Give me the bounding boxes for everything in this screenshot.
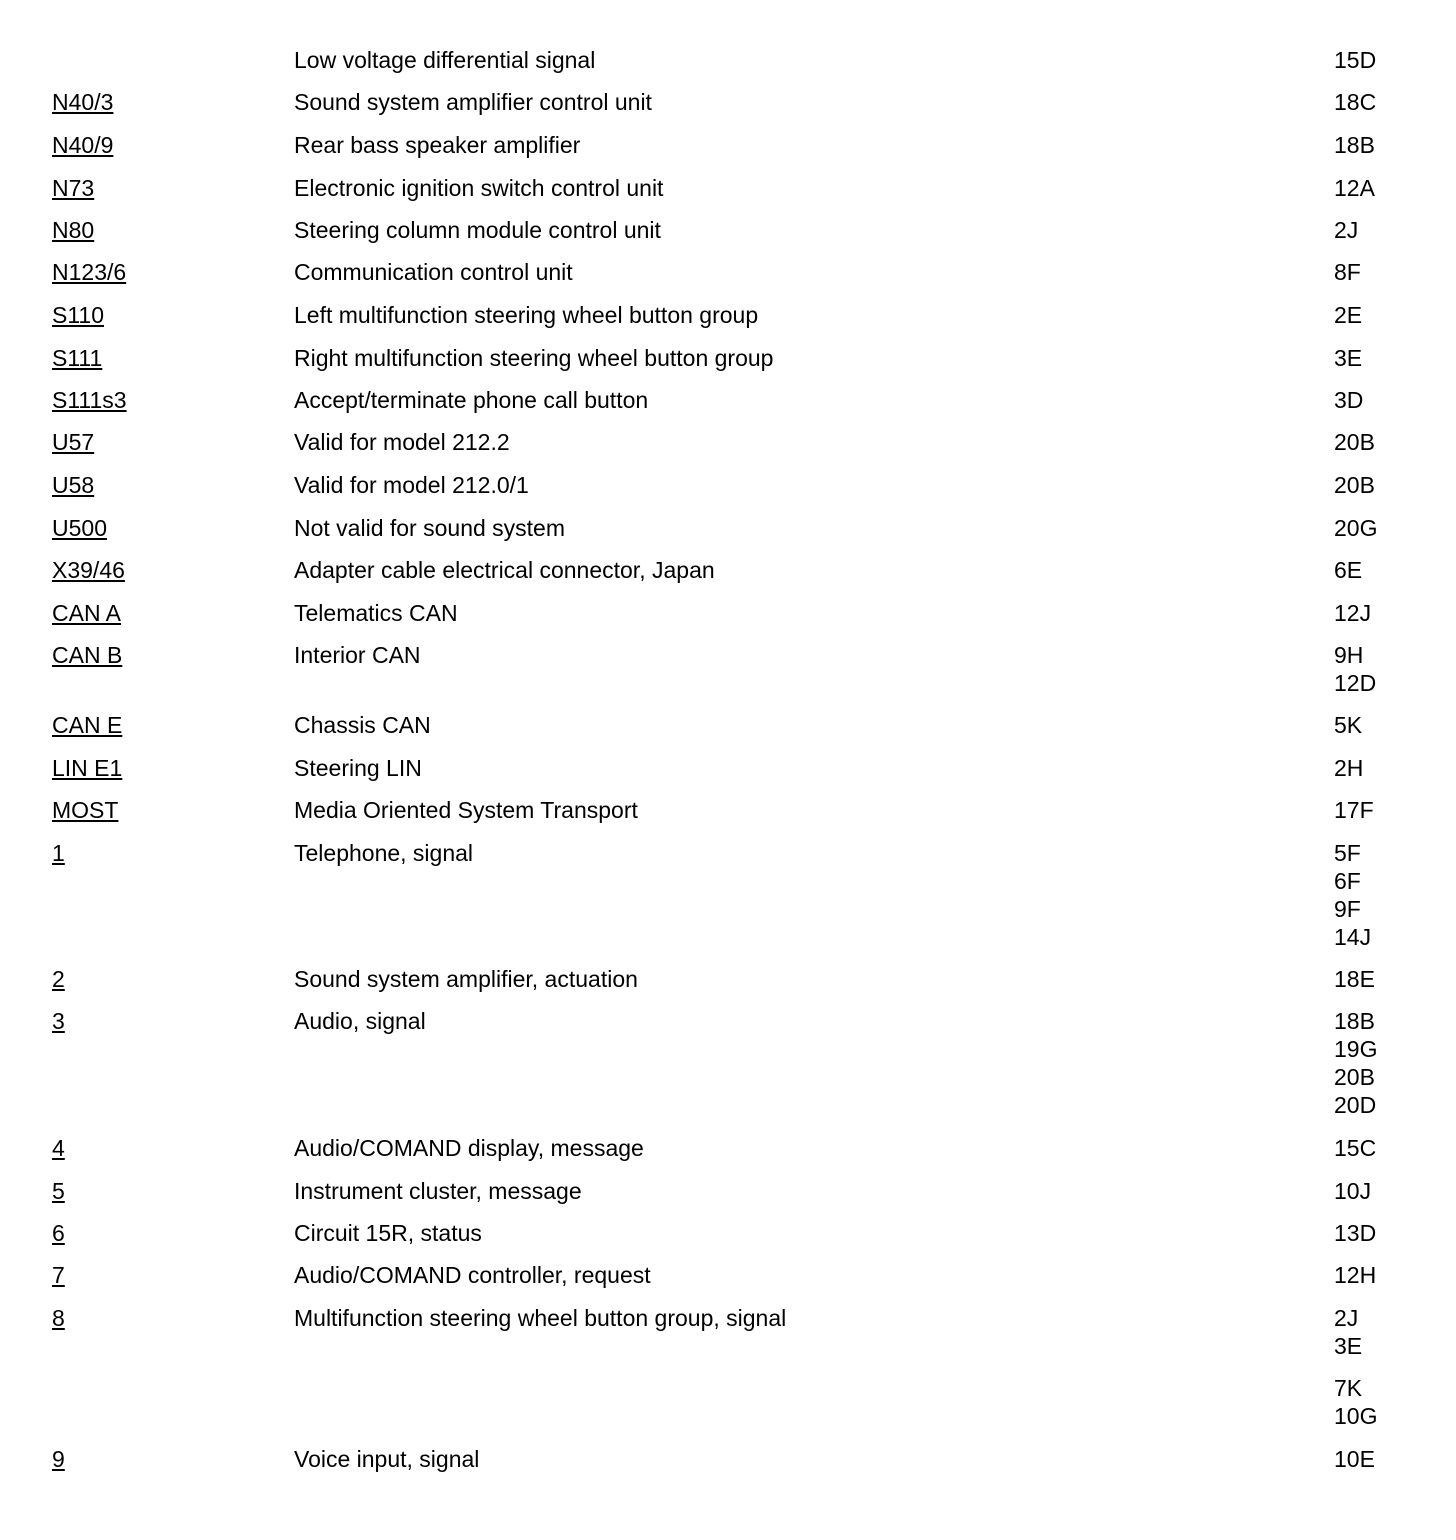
row-description: Communication control unit	[294, 259, 573, 285]
component-code-link[interactable]: U500	[52, 515, 107, 541]
row-references	[1334, 258, 1361, 286]
row-references	[1334, 386, 1363, 414]
row-description: Multifunction steering wheel button group, signal	[294, 1305, 787, 1331]
component-code-link[interactable]: CAN E	[52, 712, 123, 738]
row-description: Low voltage differential signal	[294, 47, 596, 73]
row-description: Electronic ignition switch control unit	[294, 175, 664, 201]
grid-reference-link[interactable]: 20B	[1334, 472, 1375, 498]
grid-reference-link[interactable]: 13D	[1334, 1220, 1377, 1246]
row-references	[1334, 641, 1376, 697]
grid-reference-link[interactable]: 12A	[1334, 175, 1375, 201]
component-code-link[interactable]: N80	[52, 217, 95, 243]
grid-reference-link[interactable]: 2J	[1334, 217, 1359, 243]
component-code-link[interactable]: MOST	[52, 797, 119, 823]
row-references	[1334, 599, 1371, 627]
grid-reference-link[interactable]: 12D	[1334, 670, 1377, 696]
row-description: Accept/terminate phone call button	[294, 387, 649, 413]
row-description: Sound system amplifier, actuation	[294, 966, 638, 992]
component-code-link[interactable]: 3	[52, 1008, 65, 1034]
component-code-link[interactable]: LIN E1	[52, 755, 123, 781]
row-description: Rear bass speaker amplifier	[294, 132, 581, 158]
component-code-link[interactable]: 8	[52, 1305, 65, 1331]
grid-reference-link[interactable]: 2J	[1334, 1305, 1359, 1331]
row-references	[1334, 1007, 1377, 1119]
grid-reference-link[interactable]: 6E	[1334, 557, 1363, 583]
grid-reference-link[interactable]: 9F	[1334, 896, 1361, 922]
component-code-link[interactable]: N40/9	[52, 132, 114, 158]
component-code-link[interactable]: N73	[52, 175, 95, 201]
grid-reference-link[interactable]: 10E	[1334, 1446, 1375, 1472]
component-code-link[interactable]: 4	[52, 1135, 65, 1161]
component-code-link[interactable]: 6	[52, 1220, 65, 1246]
row-references	[1334, 556, 1362, 584]
row-references	[1334, 1134, 1376, 1162]
grid-reference-link[interactable]: 19G	[1334, 1036, 1378, 1062]
row-references	[1334, 46, 1376, 74]
grid-reference-link[interactable]: 17F	[1334, 797, 1374, 823]
component-code-link[interactable]: 1	[52, 840, 65, 866]
row-description: Circuit 15R, status	[294, 1220, 482, 1246]
component-code-link[interactable]: N40/3	[52, 89, 114, 115]
grid-reference-link[interactable]: 2E	[1334, 302, 1363, 328]
row-description: Voice input, signal	[294, 1446, 480, 1472]
component-code-link[interactable]: U57	[52, 429, 95, 455]
component-code-link[interactable]: 9	[52, 1446, 65, 1472]
row-description: Interior CAN	[294, 642, 421, 668]
grid-reference-link[interactable]: 20B	[1334, 1064, 1375, 1090]
row-references	[1334, 131, 1375, 159]
row-references	[1334, 796, 1374, 824]
grid-reference-link[interactable]: 3E	[1334, 1333, 1363, 1359]
row-references	[1334, 1304, 1377, 1430]
grid-reference-link[interactable]: 3D	[1334, 387, 1364, 413]
row-description: Sound system amplifier control unit	[294, 89, 652, 115]
row-references	[1334, 839, 1371, 951]
row-description: Steering LIN	[294, 755, 422, 781]
component-code-link[interactable]: S111	[52, 345, 103, 371]
component-code-link[interactable]: U58	[52, 472, 95, 498]
row-description: Audio, signal	[294, 1008, 426, 1034]
row-description: Valid for model 212.2	[294, 429, 510, 455]
grid-reference-link[interactable]: 18E	[1334, 966, 1375, 992]
grid-reference-link[interactable]: 15C	[1334, 1135, 1377, 1161]
row-references	[1334, 1177, 1371, 1205]
grid-reference-link[interactable]: 20B	[1334, 429, 1375, 455]
row-description: Valid for model 212.0/1	[294, 472, 529, 498]
grid-reference-link[interactable]: 5K	[1334, 712, 1363, 738]
grid-reference-link[interactable]: 18B	[1334, 132, 1375, 158]
grid-reference-link[interactable]: 12J	[1334, 600, 1372, 626]
row-description: Left multifunction steering wheel button group	[294, 302, 759, 328]
row-description: Audio/COMAND display, message	[294, 1135, 644, 1161]
grid-reference-link[interactable]: 12H	[1334, 1262, 1377, 1288]
grid-reference-link[interactable]: 9H	[1334, 642, 1364, 668]
grid-reference-link[interactable]: 18B	[1334, 1008, 1375, 1034]
grid-reference-link[interactable]: 20D	[1334, 1092, 1377, 1118]
component-code-link[interactable]: S110	[52, 302, 105, 328]
grid-reference-link[interactable]: 14J	[1334, 924, 1372, 950]
grid-reference-link[interactable]: 2H	[1334, 755, 1364, 781]
grid-reference-link[interactable]: 6F	[1334, 868, 1361, 894]
row-references	[1334, 965, 1375, 993]
row-references	[1334, 754, 1363, 782]
grid-reference-link[interactable]: 10G	[1334, 1403, 1378, 1429]
row-references	[1334, 471, 1375, 499]
row-references	[1334, 174, 1375, 202]
row-references	[1334, 1261, 1376, 1289]
grid-reference-link[interactable]: 7K	[1334, 1375, 1363, 1401]
row-references	[1334, 1445, 1375, 1473]
row-references	[1334, 216, 1358, 244]
row-description: Not valid for sound system	[294, 515, 566, 541]
row-references	[1334, 301, 1362, 329]
grid-reference-link[interactable]: 18C	[1334, 89, 1377, 115]
component-code-link[interactable]: 5	[52, 1178, 65, 1204]
row-description: Telephone, signal	[294, 840, 474, 866]
row-description: Chassis CAN	[294, 712, 431, 738]
component-code-link[interactable]: CAN B	[52, 642, 123, 668]
component-code-link[interactable]: S111s3	[52, 387, 127, 413]
row-description: Right multifunction steering wheel button group	[294, 345, 774, 371]
grid-reference-link[interactable]: 15D	[1334, 47, 1377, 73]
component-code-link[interactable]: N123/6	[52, 259, 127, 285]
grid-reference-link[interactable]: 5F	[1334, 840, 1361, 866]
component-code-link[interactable]: 7	[52, 1262, 65, 1288]
row-references	[1334, 1219, 1376, 1247]
row-references	[1334, 88, 1376, 116]
row-references	[1334, 514, 1377, 542]
row-description: Media Oriented System Transport	[294, 797, 638, 823]
row-references	[1334, 711, 1362, 739]
row-description: Instrument cluster, message	[294, 1178, 582, 1204]
grid-reference-link[interactable]: 10J	[1334, 1178, 1372, 1204]
row-references	[1334, 428, 1375, 456]
row-description: Telematics CAN	[294, 600, 458, 626]
row-references	[1334, 344, 1362, 372]
component-code-link[interactable]: X39/46	[52, 557, 125, 583]
row-description: Adapter cable electrical connector, Japan	[294, 557, 715, 583]
component-code-link[interactable]: 2	[52, 966, 65, 992]
grid-reference-link[interactable]: 20G	[1334, 515, 1378, 541]
row-description: Steering column module control unit	[294, 217, 661, 243]
grid-reference-link[interactable]: 8F	[1334, 259, 1361, 285]
component-code-link[interactable]: CAN A	[52, 600, 122, 626]
grid-reference-link[interactable]: 3E	[1334, 345, 1363, 371]
row-description: Audio/COMAND controller, request	[294, 1262, 651, 1288]
